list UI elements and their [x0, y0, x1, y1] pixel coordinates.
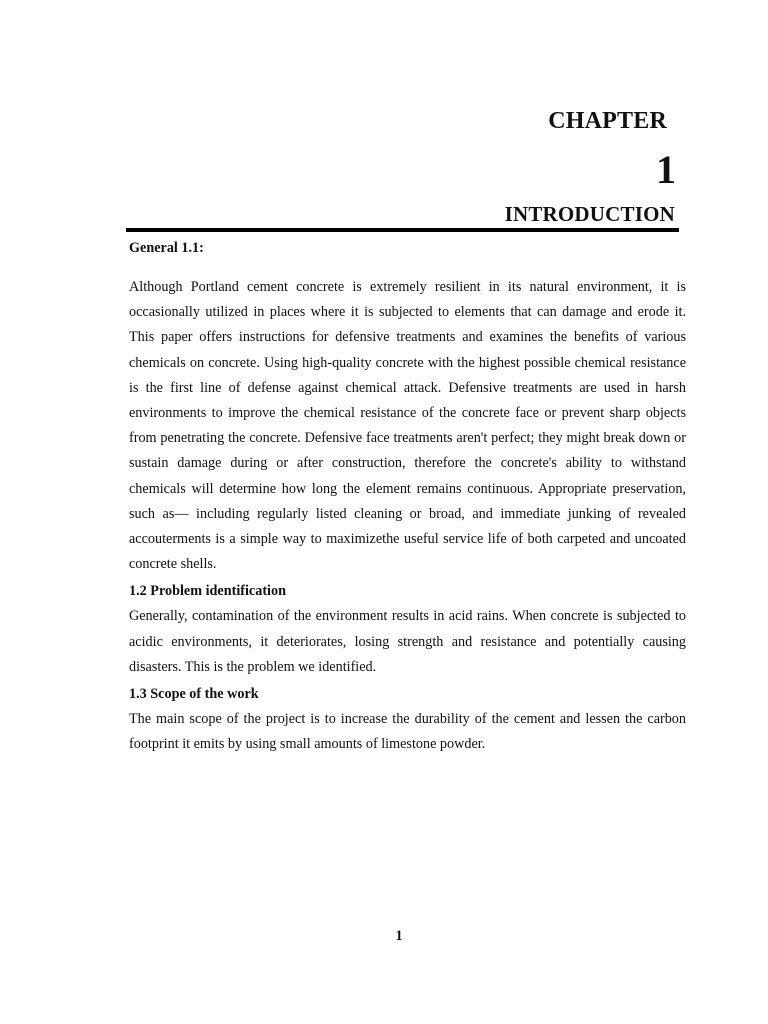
chapter-number: 1: [656, 147, 676, 192]
section-paragraph-general: Although Portland cement concrete is extremely resilient in its natural environment, it is occasionally utilized in places where it is subjected to elements that can damage and erode it. This paper offers instructions for defensive treatments and examines the benefits of various chemicals on concrete. Using high-quality concrete with the highest possible chemical resistance is the first line of defense against chemical attack. Defensive treatments are used in harsh environments to improve the chemical resistance of the concrete face or prevent sharp objects from penetrating the concrete. Defensive face treatments aren't perfect; they might break down or sustain damage during or after construction, therefore the concrete's ability to withstand chemicals will determine how long the element remains continuous. Appropriate preservation, such as— including regularly listed cleaning or broad, and immediate junking of revealed accouterments is a simple way to maximizethe useful service life of both carpeted and uncoated concrete shells.: [129, 279, 686, 573]
section-heading-scope: 1.3 Scope of the work: [129, 686, 259, 703]
document-body: [129, 236, 686, 757]
title-divider: [126, 228, 679, 232]
section-paragraph-problem: Generally, contamination of the environment results in acid rains. When concrete is subjected to acidic environments, it deteriorates, losing strength and resistance and potentially causing disasters. This is the problem we identified.: [129, 608, 686, 675]
chapter-label: CHAPTER: [548, 108, 667, 134]
section-heading-general: General 1.1:: [129, 240, 204, 256]
chapter-title: INTRODUCTION: [504, 202, 675, 226]
page-number: 1: [395, 928, 403, 944]
section-heading-problem: 1.2 Problem identification: [129, 583, 286, 600]
section-paragraph-scope: The main scope of the project is to increase the durability of the cement and lessen the carbon footprint it emits by using small amounts of limestone powder.: [129, 711, 686, 753]
